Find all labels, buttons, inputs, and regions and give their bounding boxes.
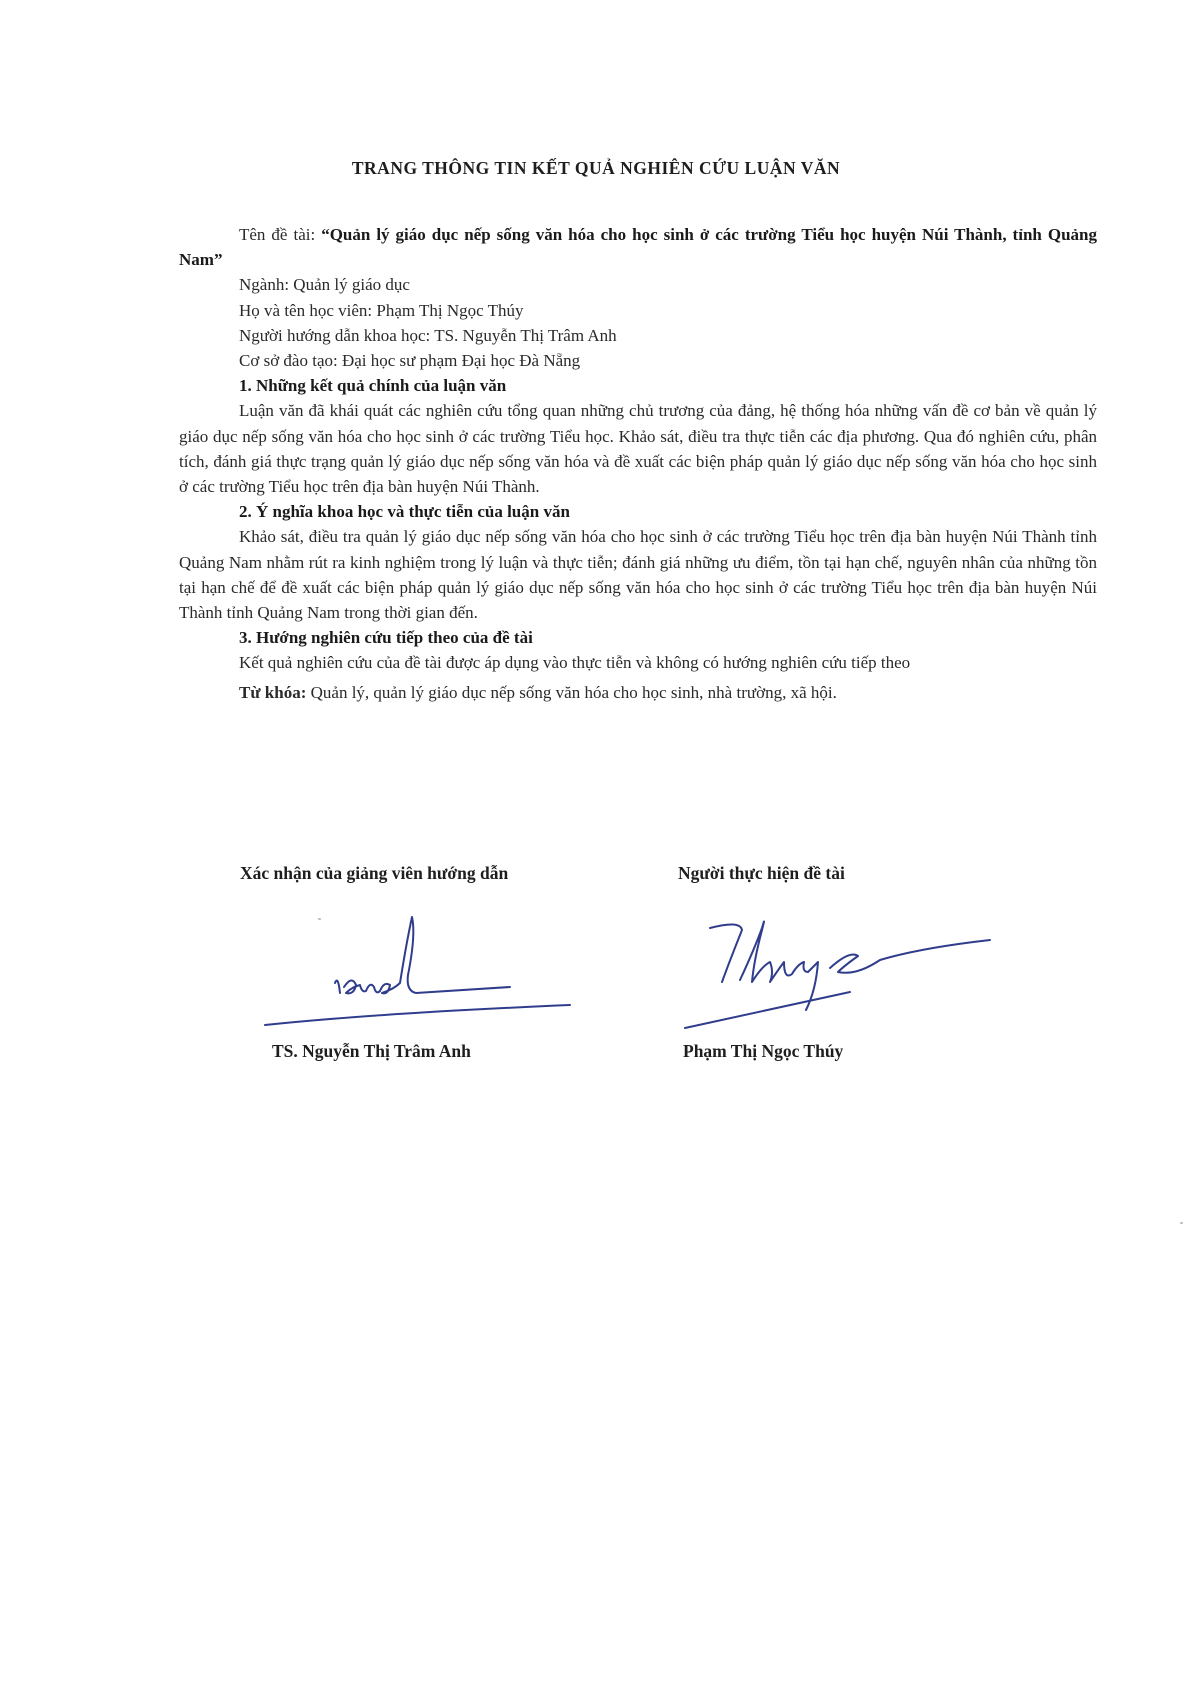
major-line: Ngành: Quản lý giáo dục xyxy=(239,275,410,295)
section1-heading: 1. Những kết quả chính của luận văn xyxy=(239,376,507,396)
author-heading: Người thực hiện đề tài xyxy=(678,863,845,883)
scan-speck xyxy=(1180,1222,1183,1224)
section2-heading: 2. Ý nghĩa khoa học và thực tiễn của luận văn xyxy=(239,502,570,522)
author-name: Phạm Thị Ngọc Thúy xyxy=(683,1041,844,1061)
advisor-confirmation-heading: Xác nhận của giảng viên hướng dẫn xyxy=(240,863,509,883)
keywords-label: Từ khóa: xyxy=(239,682,307,702)
student-line: Họ và tên học viên: Phạm Thị Ngọc Thúy xyxy=(239,300,524,320)
institution-line: Cơ sở đào tạo: Đại học sư phạm Đại học Đà Nẵng xyxy=(239,351,581,371)
author-signature-image xyxy=(680,900,1010,1035)
document-body xyxy=(179,222,1097,705)
section3-heading: 3. Hướng nghiên cứu tiếp theo của đề tài xyxy=(239,628,533,648)
scan-speck xyxy=(318,918,321,920)
topic-label: Tên đề tài: xyxy=(239,225,322,244)
advisor-signature-image xyxy=(260,905,580,1030)
section3-body: Kết quả nghiên cứu của đề tài được áp dụng vào thực tiễn và không có hướng nghiên cứu tiếp theo xyxy=(239,653,911,673)
keywords-line xyxy=(179,680,1097,705)
section1-body: Luận văn đã khái quát các nghiên cứu tổng quan những chủ trương của đảng, hệ thống hóa những vấn đề cơ bản về quản lý giáo dục nếp sống văn hóa cho học sinh ở các trường Tiểu học. Khảo sát, điều tra thực tiễn các địa phương. Qua đó nghiên cứu, phân tích, đánh giá thực trạng quản lý giáo dục nếp sống văn hóa và đề xuất các biện pháp quản lý giáo dục nếp sống văn hóa cho học sinh ở các trường Tiểu học trên địa bàn huyện Núi Thành. xyxy=(179,401,1097,497)
keywords-value: Quản lý, quản lý giáo dục nếp sống văn hóa cho học sinh, nhà trường, xã hội. xyxy=(306,682,837,702)
topic-title: “Quản lý giáo dục nếp sống văn hóa cho học sinh ở các trường Tiểu học huyện Núi Thành, tỉnh Quảng Nam” xyxy=(179,225,1097,270)
page-title: TRANG THÔNG TIN KẾT QUẢ NGHIÊN CỨU LUẬN VĂN xyxy=(351,158,841,178)
advisor-line: Người hướng dẫn khoa học: TS. Nguyễn Thị Trâm Anh xyxy=(239,325,617,345)
section2-body: Khảo sát, điều tra quản lý giáo dục nếp sống văn hóa cho học sinh ở các trường Tiểu học trên địa bàn huyện Núi Thành tỉnh Quảng Nam nhằm rút ra kinh nghiệm trong lý luận và thực tiễn; đánh giá những ưu điểm, tồn tại hạn chế, nguyên nhân của những tồn tại hạn chế để đề xuất các biện pháp quản lý giáo dục nếp sống văn hóa cho học sinh ở các trường Tiểu học trên địa bàn huyện Núi Thành tỉnh Quảng Nam trong thời gian đến. xyxy=(179,527,1097,623)
advisor-name: TS. Nguyễn Thị Trâm Anh xyxy=(272,1041,471,1061)
topic-line xyxy=(179,222,1097,272)
